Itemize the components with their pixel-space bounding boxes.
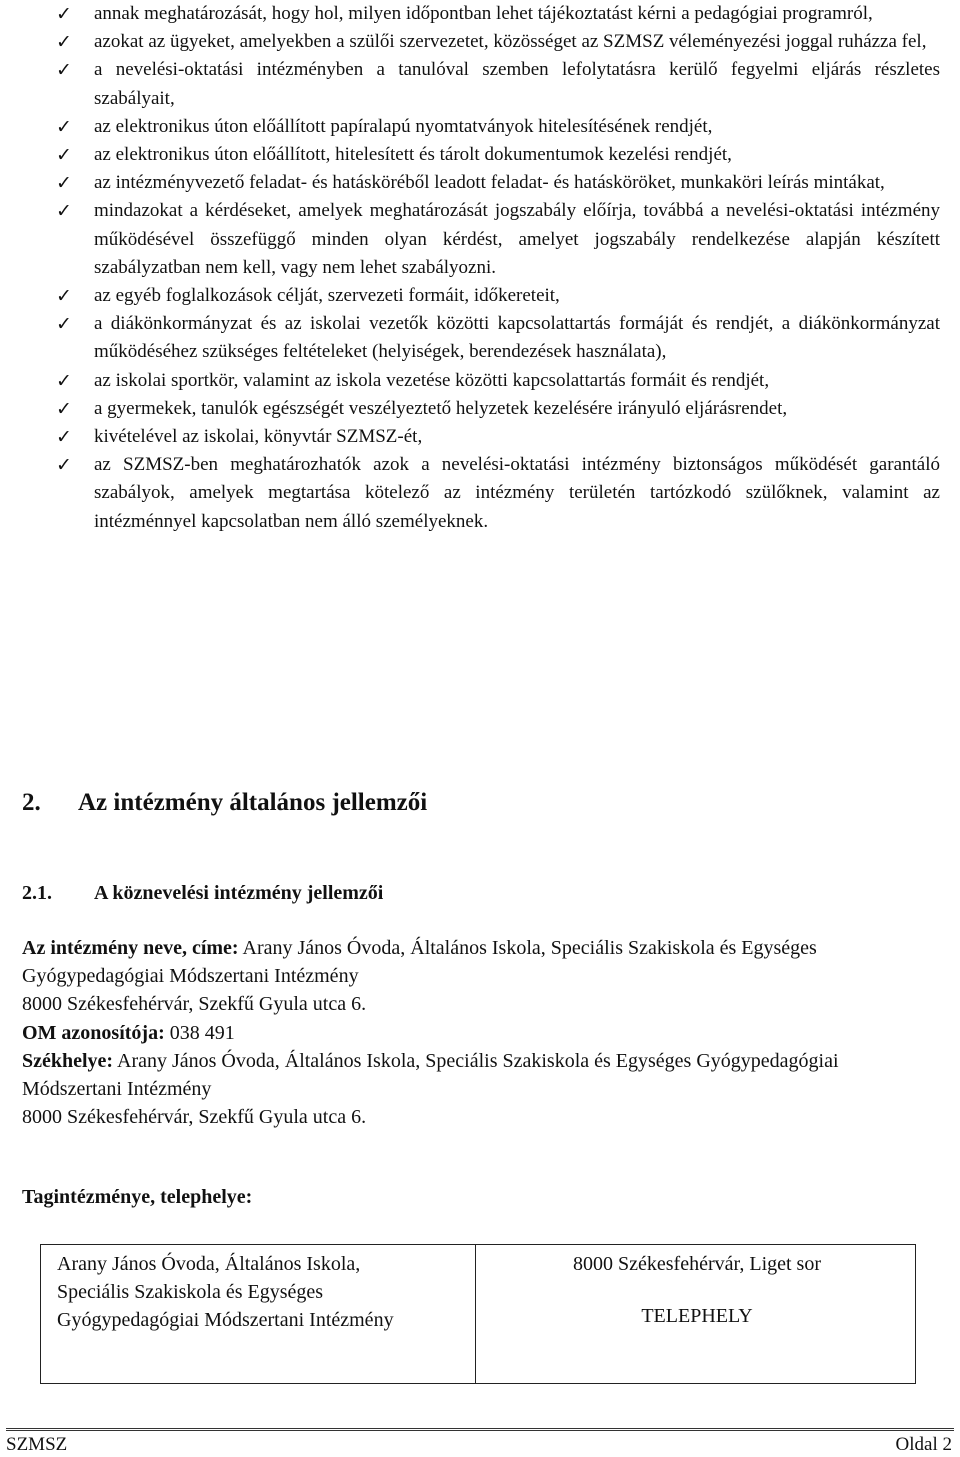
list-item-text: az elektronikus úton előállított papíralapú nyomtatványok hitelesítésének rendjét, xyxy=(94,115,713,137)
list-item xyxy=(56,282,940,310)
list-item-text: mindazokat a kérdéseket, amelyek meghatározását jogszabály előírja, továbbá a nevelési-oktatási intézmény működésével összefüggő minden olyan kérdést, amelyet jogszabály rendelkezése alapján készített szabályzatban nem kell, vagy nem lehet szabályozni. xyxy=(94,200,940,278)
footer-document-name: SZMSZ xyxy=(6,1434,68,1455)
institution-name-label: Az intézmény neve, címe: xyxy=(22,937,239,959)
section-number: 2. xyxy=(22,789,41,816)
list-item xyxy=(56,141,940,169)
checkmark-icon: ✓ xyxy=(56,115,72,138)
institution-name-row xyxy=(22,934,922,990)
branch-address-cell: 8000 Székesfehérvár, Liget sor xyxy=(573,1253,821,1275)
list-item-text: annak meghatározását, hogy hol, milyen időpontban lehet tájékoztatást kérni a pedagógiai programról, xyxy=(94,3,873,24)
checkmark-icon: ✓ xyxy=(56,59,72,82)
list-item-text: kivételével az iskolai, könyvtár SZMSZ-ét, xyxy=(94,426,423,448)
branch-type-cell: TELEPHELY xyxy=(641,1305,753,1327)
list-item xyxy=(56,395,940,423)
list-item xyxy=(56,113,940,141)
checkmark-icon: ✓ xyxy=(56,426,72,449)
seat-row xyxy=(22,1047,922,1103)
checkmark-icon: ✓ xyxy=(56,172,72,195)
list-item-text: az SZMSZ-ben meghatározhatók azok a nevelési-oktatási intézmény biztonságos működését garantáló szabályok, amelyek megtartása kötelező az intézmény területén tartózkodó szülőknek, valamint az intézménnyel kapcsolatban nem álló személyeknek. xyxy=(94,454,940,532)
list-item xyxy=(56,0,940,28)
list-item-text: az iskolai sportkör, valamint az iskola vezetése közötti kapcsolattartás formáit és rendjét, xyxy=(94,369,770,391)
institution-info xyxy=(22,934,922,1131)
seat-label: Székhelye: xyxy=(22,1049,114,1072)
subsection-number: 2.1. xyxy=(22,882,52,904)
checkmark-icon: ✓ xyxy=(56,31,72,54)
list-item-text: az intézményvezető feladat- és hatásköréből leadott feladat- és hatásköröket, munkaköri leírás mintákat, xyxy=(94,172,885,194)
list-item xyxy=(56,169,940,197)
list-item-text: a diákönkormányzat és az iskolai vezetők közötti kapcsolattartás formáját és rendjét, a diákönkormányzat működéséhez szükséges feltételeket (helyiségek, berendezések használata), xyxy=(94,313,940,363)
list-item xyxy=(56,367,940,395)
seat-address: 8000 Székesfehérvár, Szekfű Gyula utca 6. xyxy=(22,1106,367,1129)
list-item-text: a nevelési-oktatási intézményben a tanulóval szemben lefolytatásra kerülő fegyelmi eljárás részletes szabályait, xyxy=(94,59,940,109)
checkmark-icon: ✓ xyxy=(56,200,72,223)
seat-value: Arany János Óvoda, Általános Iskola, Speciális Szakiskola és Egységes Gyógypedagógiai Módszertani Intézmény xyxy=(22,1049,839,1101)
branch-heading: Tagintézménye, telephelye: xyxy=(22,1186,253,1208)
branch-institution-cell: Arany János Óvoda, Általános Iskola, Speciális Szakiskola és Egységes Gyógypedagógiai Módszertani Intézmény xyxy=(57,1253,394,1331)
checkmark-icon: ✓ xyxy=(56,454,72,477)
om-id-label: OM azonosítója: xyxy=(22,1021,165,1044)
checkmark-icon: ✓ xyxy=(56,369,72,392)
checkmark-icon: ✓ xyxy=(56,313,72,336)
table-divider xyxy=(475,1245,476,1383)
list-item xyxy=(56,423,940,451)
branch-table xyxy=(40,1244,916,1384)
checkmark-icon: ✓ xyxy=(56,397,72,420)
om-id-row xyxy=(22,1019,922,1047)
list-item xyxy=(56,451,940,536)
list-item-text: az egyéb foglalkozások célját, szervezeti formáit, időkereteit, xyxy=(94,285,560,307)
institution-name-value: Arany János Óvoda, Általános Iskola, Speciális Szakiskola és Egységes Gyógypedagógiai Módszertani Intézmény xyxy=(22,937,817,988)
section-title: Az intézmény általános jellemzői xyxy=(78,789,428,816)
list-item xyxy=(56,56,940,112)
checkmark-icon: ✓ xyxy=(56,3,72,25)
list-item xyxy=(56,310,940,366)
checkmark-icon: ✓ xyxy=(56,285,72,308)
list-item-text: azokat az ügyeket, amelyekben a szülői szervezetet, közösséget az SZMSZ véleményezési joggal ruházza fel, xyxy=(94,31,927,53)
subsection-heading xyxy=(22,882,383,905)
footer-divider xyxy=(6,1428,954,1431)
footer-page-number: Oldal 2 xyxy=(895,1434,952,1455)
bullet-list xyxy=(56,0,940,536)
om-id-value: 038 491 xyxy=(169,1021,235,1044)
checkmark-icon: ✓ xyxy=(56,144,72,167)
list-item xyxy=(56,197,940,282)
section-heading xyxy=(22,789,427,817)
list-item-text: a gyermekek, tanulók egészségét veszélyeztető helyzetek kezelésére irányuló eljárásrendet, xyxy=(94,397,788,419)
institution-address: 8000 Székesfehérvár, Szekfű Gyula utca 6. xyxy=(22,993,367,1016)
list-item xyxy=(56,28,940,56)
list-item-text: az elektronikus úton előállított, hitelesített és tárolt dokumentumok kezelési rendjét, xyxy=(94,144,732,166)
subsection-title: A köznevelési intézmény jellemzői xyxy=(94,882,384,904)
